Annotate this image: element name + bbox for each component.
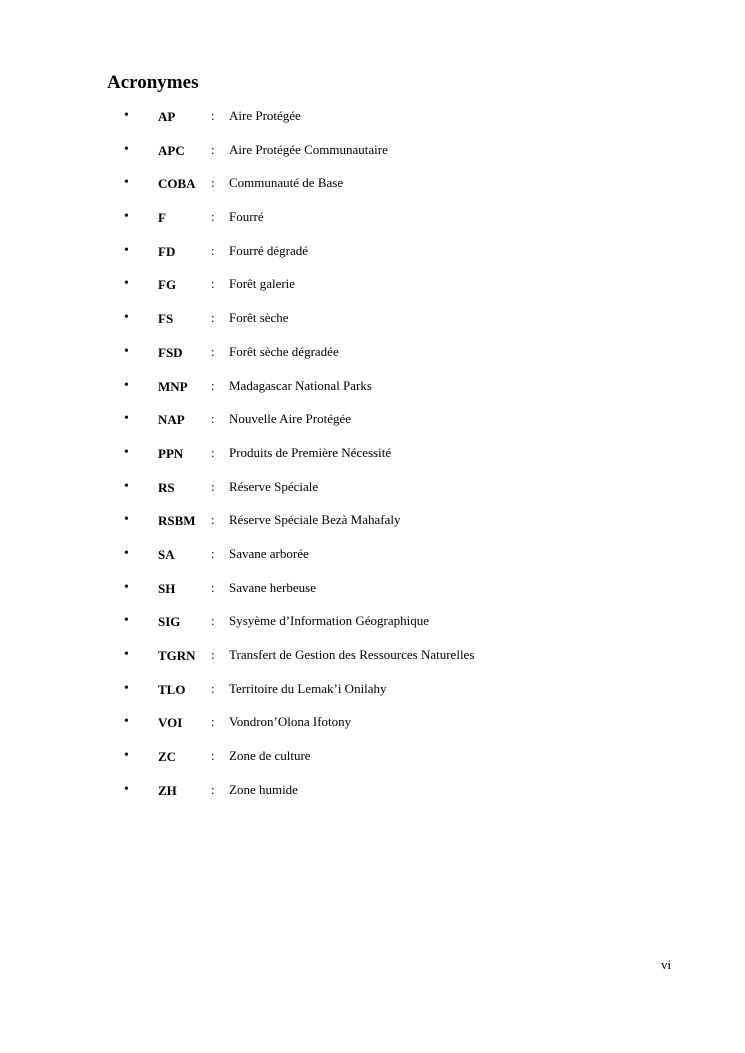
acronym-separator: : bbox=[211, 377, 215, 393]
acronym-item bbox=[0, 676, 745, 710]
acronym-separator: : bbox=[211, 512, 215, 528]
bullet-icon: • bbox=[124, 108, 129, 123]
acronym-item bbox=[0, 709, 745, 743]
acronym-abbreviation: RSBM bbox=[158, 513, 196, 529]
acronym-separator: : bbox=[211, 310, 215, 326]
acronym-meaning: Communauté de Base bbox=[229, 175, 344, 191]
acronym-item bbox=[0, 204, 745, 238]
acronym-separator: : bbox=[211, 647, 215, 662]
acronym-abbreviation: TGRN bbox=[158, 648, 196, 663]
acronym-separator: : bbox=[211, 545, 215, 561]
bullet-icon: • bbox=[124, 579, 129, 595]
acronym-meaning: Forêt galerie bbox=[229, 276, 296, 292]
acronym-item bbox=[0, 170, 745, 204]
acronym-list bbox=[0, 103, 745, 810]
acronym-separator: : bbox=[211, 478, 215, 494]
acronym-meaning: Transfert de Gestion des Ressources Naturelles bbox=[229, 647, 475, 662]
acronym-separator: : bbox=[211, 714, 215, 730]
bullet-icon: • bbox=[124, 781, 129, 797]
acronym-abbreviation: FD bbox=[158, 243, 176, 259]
acronym-item bbox=[0, 440, 745, 474]
acronym-abbreviation: F bbox=[158, 210, 166, 226]
acronym-abbreviation: ZC bbox=[158, 749, 177, 765]
acronym-item bbox=[0, 474, 745, 508]
acronym-meaning: Forêt sèche bbox=[229, 310, 289, 326]
acronym-item bbox=[0, 507, 745, 541]
acronym-abbreviation: VOI bbox=[158, 715, 183, 731]
page-number: vi bbox=[661, 957, 672, 972]
acronym-abbreviation: PPN bbox=[158, 445, 184, 461]
acronym-separator: : bbox=[211, 108, 215, 123]
acronym-meaning: Savane arborée bbox=[229, 545, 309, 561]
acronym-meaning: Fourré bbox=[229, 209, 264, 225]
bullet-icon: • bbox=[124, 175, 129, 191]
acronym-item bbox=[0, 373, 745, 407]
acronym-abbreviation: FS bbox=[158, 311, 174, 327]
bullet-icon: • bbox=[124, 444, 129, 460]
acronym-separator: : bbox=[211, 748, 215, 764]
acronym-abbreviation: MNP bbox=[158, 378, 188, 394]
bullet-icon: • bbox=[124, 613, 129, 629]
acronym-separator: : bbox=[211, 343, 215, 359]
acronym-item bbox=[0, 406, 745, 440]
acronym-meaning: Madagascar National Parks bbox=[229, 377, 372, 393]
acronym-separator: : bbox=[211, 209, 215, 225]
bullet-icon: • bbox=[124, 377, 129, 393]
acronym-separator: : bbox=[211, 781, 215, 797]
acronym-item bbox=[0, 238, 745, 272]
acronym-separator: : bbox=[211, 613, 215, 629]
acronym-meaning: Nouvelle Aire Protégée bbox=[229, 411, 352, 427]
bullet-icon: • bbox=[124, 209, 129, 225]
acronym-separator: : bbox=[211, 411, 215, 427]
bullet-icon: • bbox=[124, 545, 129, 561]
page-title: Acronymes bbox=[107, 72, 199, 93]
acronym-item bbox=[0, 339, 745, 373]
bullet-icon: • bbox=[124, 141, 129, 157]
acronym-meaning: Réserve Spéciale Bezà Mahafaly bbox=[229, 512, 401, 528]
bullet-icon: • bbox=[124, 310, 129, 326]
acronym-abbreviation: SH bbox=[158, 580, 176, 596]
bullet-icon: • bbox=[124, 276, 129, 292]
bullet-icon: • bbox=[124, 512, 129, 528]
acronym-abbreviation: RS bbox=[158, 479, 175, 495]
acronym-item bbox=[0, 575, 745, 609]
acronym-abbreviation: SA bbox=[158, 546, 175, 562]
bullet-icon: • bbox=[124, 714, 129, 730]
bullet-icon: • bbox=[124, 411, 129, 427]
acronym-separator: : bbox=[211, 444, 215, 460]
acronym-meaning: Fourré dégradé bbox=[229, 242, 309, 258]
acronym-abbreviation: ZH bbox=[158, 782, 177, 798]
bullet-icon: • bbox=[124, 647, 129, 662]
acronym-separator: : bbox=[211, 141, 215, 157]
bullet-icon: • bbox=[124, 748, 129, 764]
acronym-meaning: Zone humide bbox=[229, 781, 298, 797]
acronym-separator: : bbox=[211, 579, 215, 595]
acronym-meaning: Sysyème d’Information Géographique bbox=[229, 613, 430, 629]
acronym-item bbox=[0, 541, 745, 575]
acronym-abbreviation: COBA bbox=[158, 176, 196, 192]
acronym-item bbox=[0, 743, 745, 777]
acronym-item bbox=[0, 305, 745, 339]
acronym-separator: : bbox=[211, 175, 215, 191]
bullet-icon: • bbox=[124, 680, 129, 696]
acronym-abbreviation: FSD bbox=[158, 344, 183, 360]
acronym-meaning: Forêt sèche dégradée bbox=[229, 343, 339, 359]
acronym-meaning: Vondron’Olona Ifotony bbox=[229, 714, 352, 730]
acronym-item bbox=[0, 608, 745, 642]
acronym-item bbox=[0, 103, 745, 137]
acronym-item bbox=[0, 271, 745, 305]
acronym-abbreviation: SIG bbox=[158, 614, 181, 630]
acronym-meaning: Réserve Spéciale bbox=[229, 478, 319, 494]
acronym-meaning: Zone de culture bbox=[229, 748, 311, 764]
acronym-meaning: Aire Protégée Communautaire bbox=[229, 141, 388, 157]
acronym-abbreviation: TLO bbox=[158, 681, 186, 697]
acronym-abbreviation: AP bbox=[158, 109, 176, 124]
acronym-item bbox=[0, 777, 745, 811]
acronym-abbreviation: FG bbox=[158, 277, 177, 293]
bullet-icon: • bbox=[124, 242, 129, 258]
acronym-abbreviation: NAP bbox=[158, 412, 185, 428]
bullet-icon: • bbox=[124, 478, 129, 494]
bullet-icon: • bbox=[124, 343, 129, 359]
acronym-separator: : bbox=[211, 276, 215, 292]
acronym-meaning: Produits de Première Nécessité bbox=[229, 444, 392, 460]
acronym-item bbox=[0, 137, 745, 171]
acronym-meaning: Aire Protégée bbox=[229, 108, 301, 123]
acronym-separator: : bbox=[211, 680, 215, 696]
acronym-abbreviation: APC bbox=[158, 142, 185, 158]
acronym-separator: : bbox=[211, 242, 215, 258]
acronym-meaning: Territoire du Lemak’i Onilahy bbox=[229, 680, 387, 696]
acronym-item bbox=[0, 642, 745, 676]
acronym-meaning: Savane herbeuse bbox=[229, 579, 316, 595]
